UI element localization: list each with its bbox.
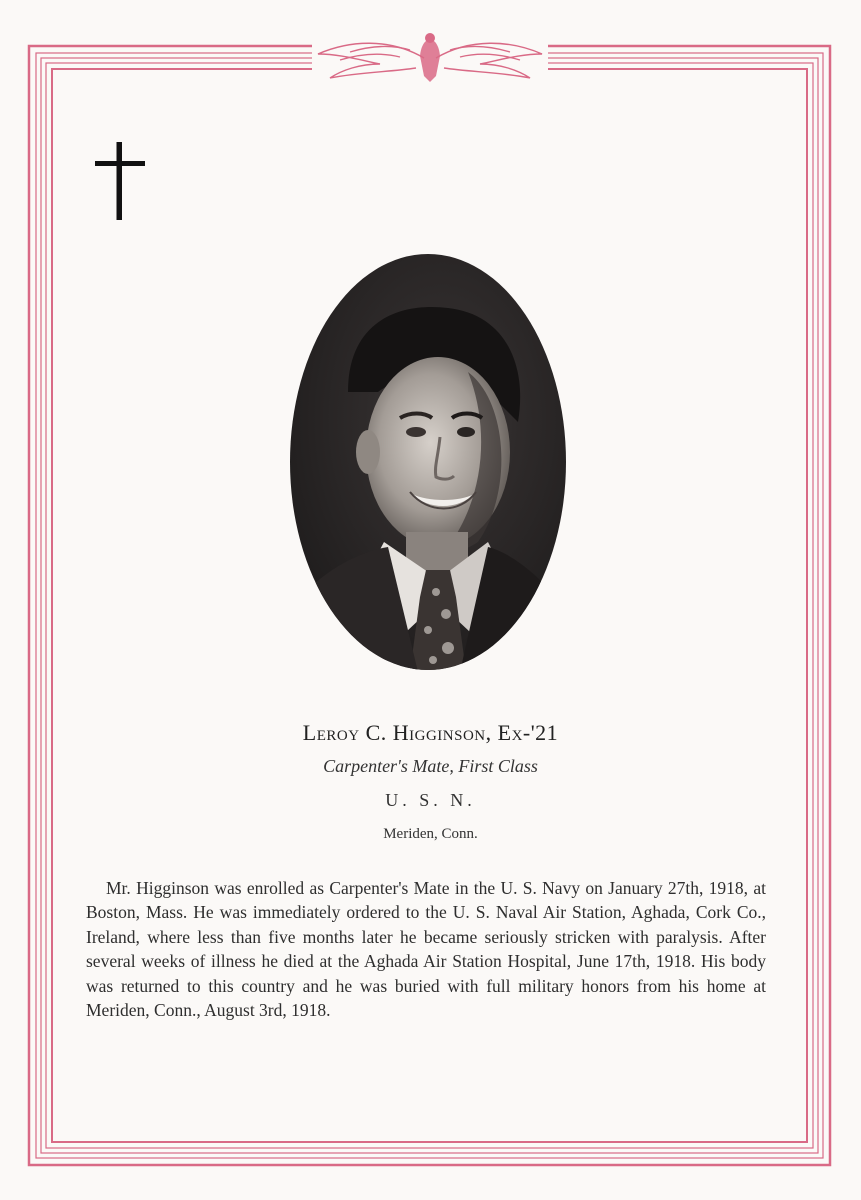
class-suffix: Ex-'21 [497,720,559,745]
honoree-name-heading: Leroy C. Higginson, Ex-'21 [302,720,559,745]
rank-title: Carpenter's Mate, First Class [323,756,538,776]
latin-cross-icon [95,142,145,220]
biography-paragraph: Mr. Higginson was enrolled as Carpenter's Mate in the U. S. Navy on January 27th, 1918, at Boston, Mass. He was immediately ordered to the U. S. Naval Air Station, Aghada, Cork Co., Ireland, where less than five months later he became seriously stricken with paralysis. After several weeks of illness he died at the Aghada Air Station Hospital, June 17th, 1918. His body was returned to this country and he was buried with full military honors from his home at Meriden, Conn., August 3rd, 1918. [86,877,766,1020]
hometown-location: Meriden, Conn. [383,826,478,842]
honoree-name: Leroy C. Higginson [302,720,486,745]
portrait-photo [288,252,568,672]
eagle-ornament-icon [312,33,548,82]
service-branch: U. S. N. [385,790,476,810]
